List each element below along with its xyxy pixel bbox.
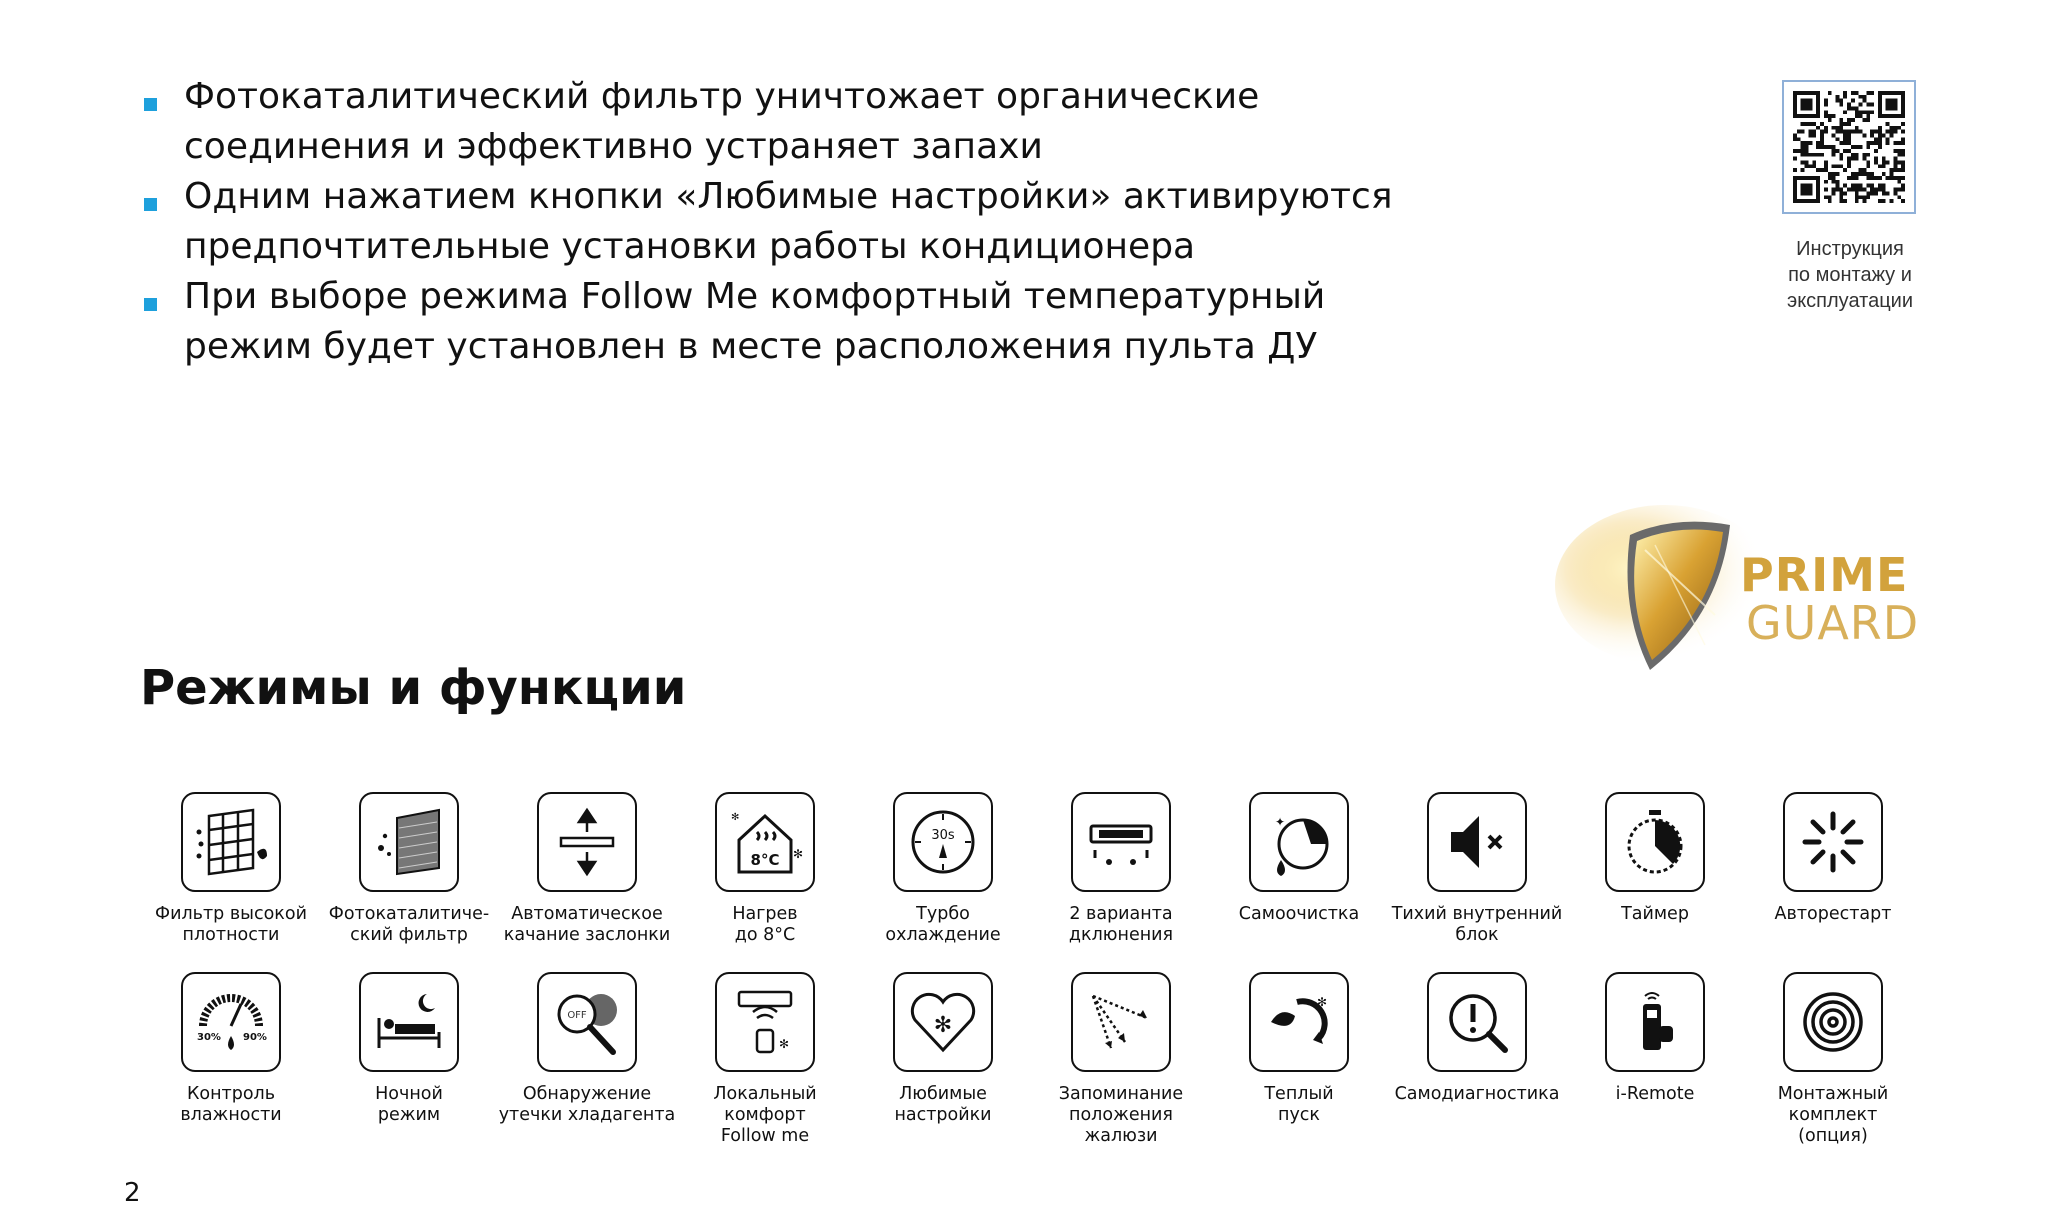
louver-memory-icon: [1071, 972, 1171, 1072]
feature-item: [142, 792, 320, 972]
features-row-1: [142, 792, 1922, 972]
feature-item: [320, 972, 498, 1152]
feature-item: [1566, 792, 1744, 972]
feature-label: Турбо охлаждение: [885, 904, 1001, 945]
bullet-item: [140, 172, 1400, 272]
installation-kit-icon: [1783, 972, 1883, 1072]
feature-label: Контроль влажности: [180, 1084, 282, 1125]
leak-detection-icon: [537, 972, 637, 1072]
logo-prime-text: PRIME: [1740, 548, 1909, 602]
feature-label: Нагрев до 8°С: [732, 904, 798, 945]
timer-icon: [1605, 792, 1705, 892]
two-variants-icon: [1071, 792, 1171, 892]
bullet-item: [140, 72, 1400, 172]
features-grid: [142, 792, 1922, 1152]
feature-item: [498, 792, 676, 972]
feature-label: Монтажный комплект (опция): [1777, 1084, 1889, 1146]
feature-item: [854, 972, 1032, 1152]
bullet-line: предпочтительные установки работы кондиционера: [184, 226, 1196, 267]
feature-label: Ночной режим: [375, 1084, 443, 1125]
feature-label: Запоминание положения жалюзи: [1058, 1084, 1184, 1146]
photocatalytic-filter-icon: [359, 792, 459, 892]
humidity-control-icon: [181, 972, 281, 1072]
svg-text:✻: ✻: [1317, 995, 1328, 1009]
bullet-line: При выборе режима Follow Me комфортный температурный: [184, 276, 1326, 317]
feature-label: Авторестарт: [1774, 904, 1892, 924]
feature-label: Любимые настройки: [894, 1084, 992, 1125]
section-title: Режимы и функции: [140, 660, 687, 716]
qr-caption: Инструкция по монтажу и эксплуатации: [1787, 238, 1913, 312]
svg-text:✻: ✻: [779, 1037, 790, 1051]
feature-label: Теплый пуск: [1264, 1084, 1334, 1125]
svg-text:8°C: 8°C: [750, 851, 780, 869]
bullet-line: режим будет установлен в месте расположения пульта ДУ: [184, 326, 1318, 367]
qr-code-icon: [1793, 91, 1905, 203]
feature-bullet-list: [140, 72, 1400, 372]
feature-item: [1744, 972, 1922, 1152]
feature-label: Самоочистка: [1238, 904, 1360, 924]
feature-label: Самодиагностика: [1394, 1084, 1560, 1104]
bullet-item: [140, 272, 1400, 372]
filter-mesh-icon: [181, 792, 281, 892]
svg-text:✻: ✻: [793, 847, 804, 861]
heat-8c-icon: [715, 792, 815, 892]
feature-item: [1032, 792, 1210, 972]
follow-me-icon: [715, 972, 815, 1072]
feature-item: [676, 972, 854, 1152]
feature-label: 2 варианта дклюнения: [1068, 904, 1174, 945]
feature-label: Таймер: [1621, 904, 1689, 924]
features-row-2: [142, 972, 1922, 1152]
self-diagnosis-icon: [1427, 972, 1527, 1072]
i-remote-icon: [1605, 972, 1705, 1072]
turbo-cooling-icon: [893, 792, 993, 892]
feature-item: [142, 972, 320, 1152]
feature-item: [1210, 972, 1388, 1152]
warm-start-icon: [1249, 972, 1349, 1072]
logo-guard-text: GUARD: [1746, 596, 1920, 650]
auto-swing-icon: [537, 792, 637, 892]
bullet-line: Фотокаталитический фильтр уничтожает органические: [184, 76, 1260, 117]
bullet-line: Одним нажатием кнопки «Любимые настройки» активируются: [184, 176, 1393, 217]
favorite-settings-icon: [893, 972, 993, 1072]
svg-text:✻: ✻: [731, 812, 740, 823]
feature-item: [1388, 792, 1566, 972]
feature-item: [1566, 972, 1744, 1152]
feature-item: [498, 972, 676, 1152]
feature-label: i-Remote: [1615, 1084, 1695, 1104]
bullet-line: соединения и эффективно устраняет запахи: [184, 126, 1043, 167]
svg-text:✦: ✦: [1275, 815, 1286, 829]
silent-mode-icon: [1427, 792, 1527, 892]
bullet-marker-icon: [144, 198, 157, 211]
bullet-marker-icon: [144, 298, 157, 311]
feature-label: Тихий внутренний блок: [1391, 904, 1563, 945]
feature-item: [676, 792, 854, 972]
feature-item: [854, 792, 1032, 972]
feature-label: Фотокаталитиче- ский фильтр: [328, 904, 490, 945]
feature-item: [1210, 792, 1388, 972]
feature-item: [1032, 972, 1210, 1152]
qr-code[interactable]: [1782, 80, 1916, 214]
feature-label: Обнаружение утечки хладагента: [498, 1084, 676, 1125]
self-clean-icon: [1249, 792, 1349, 892]
feature-label: Локальный комфорт Follow me: [713, 1084, 817, 1146]
night-mode-icon: [359, 972, 459, 1072]
feature-item: [1744, 792, 1922, 972]
svg-text:OFF: OFF: [567, 1010, 587, 1021]
svg-text:30%: 30%: [197, 1032, 221, 1043]
bullet-marker-icon: [144, 98, 157, 111]
feature-item: [1388, 972, 1566, 1152]
svg-text:90%: 90%: [243, 1032, 267, 1043]
feature-item: [320, 792, 498, 972]
svg-text:30s: 30s: [931, 828, 955, 843]
svg-text:✻: ✻: [933, 1013, 953, 1038]
feature-label: Фильтр высокой плотности: [155, 904, 307, 945]
feature-label: Автоматическое качание заслонки: [503, 904, 671, 945]
page-number: 2: [124, 1178, 141, 1208]
auto-restart-icon: [1783, 792, 1883, 892]
